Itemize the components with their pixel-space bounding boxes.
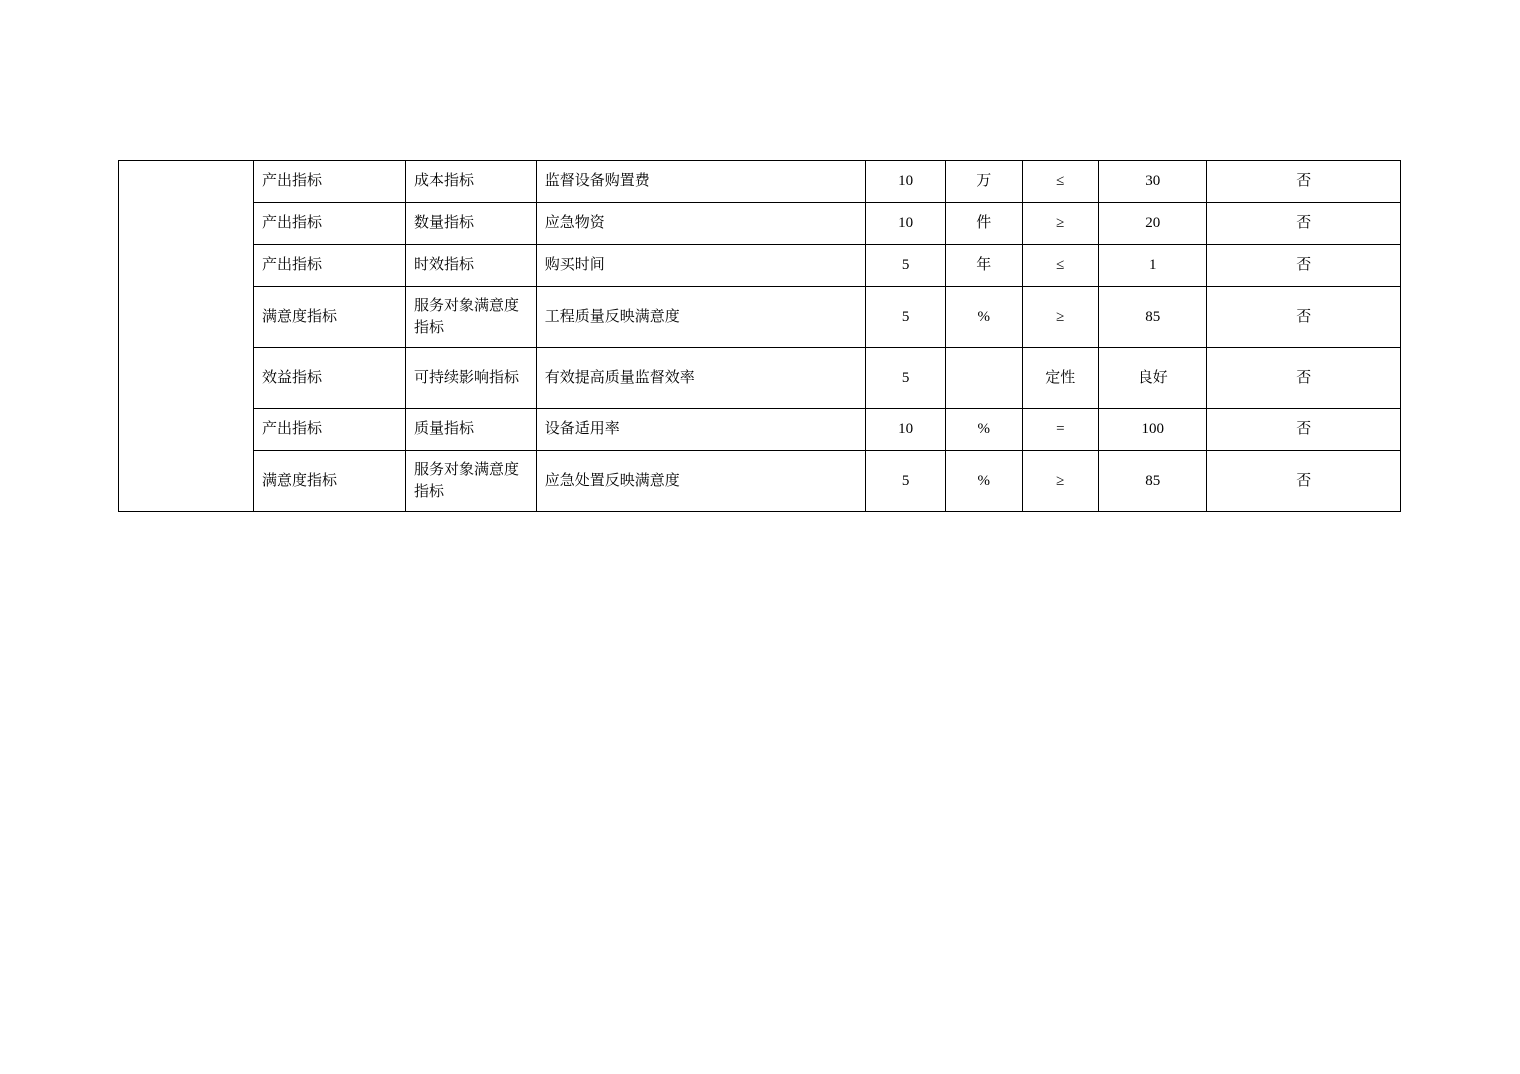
cell-operator: 定性: [1022, 348, 1099, 409]
cell-subcategory: 质量指标: [406, 409, 537, 451]
cell-category: 效益指标: [254, 348, 406, 409]
cell-indicator: 设备适用率: [536, 409, 866, 451]
cell-unit: 年: [946, 245, 1023, 287]
cell-subcategory: 成本指标: [406, 161, 537, 203]
cell-subcategory: 时效指标: [406, 245, 537, 287]
cell-indicator: 工程质量反映满意度: [536, 287, 866, 348]
cell-core-flag: 否: [1207, 203, 1401, 245]
cell-target: 20: [1099, 203, 1207, 245]
cell-weight: 10: [866, 203, 946, 245]
cell-unit: 万: [946, 161, 1023, 203]
cell-indicator: 应急处置反映满意度: [536, 451, 866, 512]
cell-category: 产出指标: [254, 161, 406, 203]
table-row: [119, 203, 1401, 245]
cell-category: 产出指标: [254, 245, 406, 287]
cell-target: 30: [1099, 161, 1207, 203]
cell-subcategory: 可持续影响指标: [406, 348, 537, 409]
cell-unit: %: [946, 409, 1023, 451]
cell-unit: %: [946, 287, 1023, 348]
performance-indicator-table-wrapper: [118, 160, 1401, 512]
performance-indicator-table: [118, 160, 1401, 512]
cell-subcategory: 服务对象满意度指标: [406, 287, 537, 348]
table-row: [119, 451, 1401, 512]
cell-weight: 5: [866, 245, 946, 287]
cell-category: 满意度指标: [254, 451, 406, 512]
table-row: [119, 409, 1401, 451]
cell-subcategory: 服务对象满意度指标: [406, 451, 537, 512]
cell-operator: ≤: [1022, 161, 1099, 203]
cell-target: 85: [1099, 287, 1207, 348]
cell-core-flag: 否: [1207, 409, 1401, 451]
cell-weight: 5: [866, 451, 946, 512]
cell-indicator: 监督设备购置费: [536, 161, 866, 203]
table-row: [119, 161, 1401, 203]
cell-core-flag: 否: [1207, 245, 1401, 287]
row-group-spacer-cell: [119, 161, 254, 512]
cell-weight: 10: [866, 409, 946, 451]
cell-indicator: 购买时间: [536, 245, 866, 287]
table-row: [119, 245, 1401, 287]
cell-operator: =: [1022, 409, 1099, 451]
cell-operator: ≥: [1022, 451, 1099, 512]
table-row: [119, 348, 1401, 409]
cell-target: 良好: [1099, 348, 1207, 409]
cell-subcategory: 数量指标: [406, 203, 537, 245]
cell-operator: ≥: [1022, 287, 1099, 348]
cell-target: 85: [1099, 451, 1207, 512]
cell-indicator: 有效提高质量监督效率: [536, 348, 866, 409]
cell-category: 产出指标: [254, 409, 406, 451]
cell-category: 产出指标: [254, 203, 406, 245]
cell-core-flag: 否: [1207, 451, 1401, 512]
cell-category: 满意度指标: [254, 287, 406, 348]
cell-core-flag: 否: [1207, 161, 1401, 203]
cell-target: 100: [1099, 409, 1207, 451]
cell-core-flag: 否: [1207, 348, 1401, 409]
cell-unit: [946, 348, 1023, 409]
cell-weight: 10: [866, 161, 946, 203]
cell-weight: 5: [866, 348, 946, 409]
cell-target: 1: [1099, 245, 1207, 287]
cell-unit: %: [946, 451, 1023, 512]
cell-operator: ≥: [1022, 203, 1099, 245]
cell-core-flag: 否: [1207, 287, 1401, 348]
table-row: [119, 287, 1401, 348]
table-body: [119, 161, 1401, 512]
cell-indicator: 应急物资: [536, 203, 866, 245]
cell-unit: 件: [946, 203, 1023, 245]
cell-weight: 5: [866, 287, 946, 348]
cell-operator: ≤: [1022, 245, 1099, 287]
